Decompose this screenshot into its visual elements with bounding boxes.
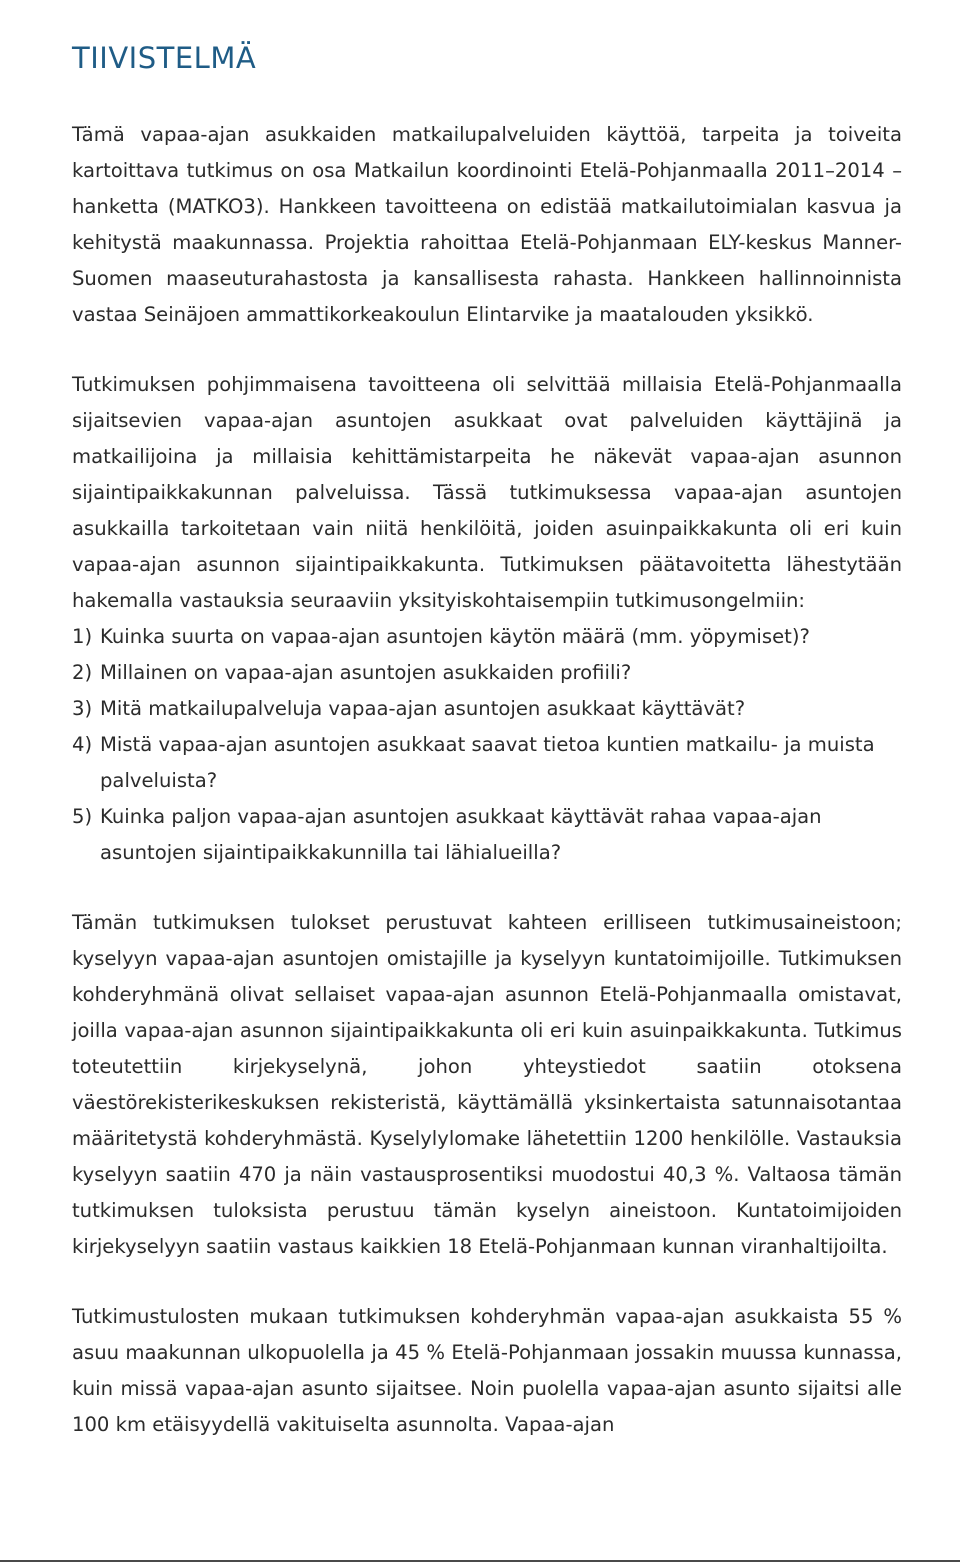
paragraph-project-background: Tämä vapaa-ajan asukkaiden matkailupalveluiden käyttöä, tarpeita ja toiveita kartoittava tutkimus on osa Matkailun koordinointi Etelä-Pohjanmaalla 2011–2014 –hanketta (MATKO3). Hankkeen tavoitteena on edistää matkailutoimialan kasvua ja kehitystä maakunnassa. Projektia rahoittaa Etelä-Pohjanmaan ELY-keskus Manner-Suomen maaseuturahastosta ja kansallisesta rahasta. Hankkeen hallinnoinnista vastaa Seinäjoen ammattikorkeakoulun Elintarvike ja maatalouden yksikkö.: [72, 123, 902, 326]
paragraph-research-goal: Tutkimuksen pohjimmaisena tavoitteena oli selvittää millaisia Etelä-Pohjanmaalla sijaitsevien vapaa-ajan asuntojen asukkaat ovat palveluiden käyttäjinä ja matkailijoina ja millaisia kehittämistarpeita he näkevät vapaa-ajan asunnon sijaintipaikkakunnan palveluissa. Tässä tutkimuksessa vapaa-ajan asuntojen asukkailla tarkoitetaan vain niitä henkilöitä, joiden asuinpaikkakunta oli eri kuin vapaa-ajan asunnon sijaintipaikkakunta. Tutkimuksen päätavoitetta lähestytään hakemalla vastauksia seuraaviin yksityiskohtaisempiin tutkimusongelmiin:: [72, 373, 902, 612]
list-item: [72, 727, 902, 799]
paragraph-results: Tutkimustulosten mukaan tutkimuksen kohderyhmän vapaa-ajan asukkaista 55 % asuu maakunnan ulkopuolella ja 45 % Etelä-Pohjanmaan jossakin muussa kunnassa, kuin missä vapaa-ajan asunto sijaitsee. Noin puolella vapaa-ajan asunto sijaitsi alle 100 km etäisyydellä vakituiselta asunnolta. Vapaa-ajan: [72, 1305, 902, 1436]
document-page: [72, 38, 902, 1477]
list-item-text: Mistä vapaa-ajan asuntojen asukkaat saavat tietoa kuntien matkailu- ja muista palveluista?: [100, 733, 875, 792]
list-marker: 4): [72, 733, 93, 756]
list-item-text: Kuinka suurta on vapaa-ajan asuntojen käytön määrä (mm. yöpymiset)?: [100, 625, 810, 648]
list-marker: 1): [72, 625, 93, 648]
page-title: TIIVISTELMÄ: [72, 41, 257, 75]
bottom-divider: [0, 1560, 960, 1562]
list-item: [72, 799, 902, 871]
list-item-text: Millainen on vapaa-ajan asuntojen asukkaiden profiili?: [100, 661, 632, 684]
list-marker: 5): [72, 805, 93, 828]
list-item-text: Mitä matkailupalveluja vapaa-ajan asuntojen asukkaat käyttävät?: [100, 697, 746, 720]
list-item-text: Kuinka paljon vapaa-ajan asuntojen asukkaat käyttävät rahaa vapaa-ajan asuntojen sijaintipaikkakunnilla tai lähialueilla?: [100, 805, 822, 864]
list-marker: 2): [72, 661, 93, 684]
list-item: [72, 691, 902, 727]
list-marker: 3): [72, 697, 93, 720]
list-item: [72, 655, 902, 691]
list-item: [72, 619, 902, 655]
research-questions-list: [72, 619, 902, 871]
paragraph-data-collection: Tämän tutkimuksen tulokset perustuvat kahteen erilliseen tutkimusaineistoon; kyselyyn vapaa-ajan asuntojen omistajille ja kyselyyn kuntatoimijoille. Tutkimuksen kohderyhmänä olivat sellaiset vapaa-ajan asunnon Etelä-Pohjanmaalla omistavat, joilla vapaa-ajan asunnon sijaintipaikkakunta oli eri kuin asuinpaikkakunta. Tutkimus toteutettiin kirjekyselynä, johon yhteystiedot saatiin otoksena väestörekisterikeskuksen rekisteristä, käyttämällä yksinkertaista satunnaisotantaa määritetystä kohderyhmästä. Kyselylylomake lähetettiin 1200 henkilölle. Vastauksia kyselyyn saatiin 470 ja näin vastausprosentiksi muodostui 40,3 %. Valtaosa tämän tutkimuksen tuloksista perustuu tämän kyselyn aineistoon. Kuntatoimijoiden kirjekyselyyn saatiin vastaus kaikkien 18 Etelä-Pohjanmaan kunnan viranhaltijoilta.: [72, 911, 902, 1258]
